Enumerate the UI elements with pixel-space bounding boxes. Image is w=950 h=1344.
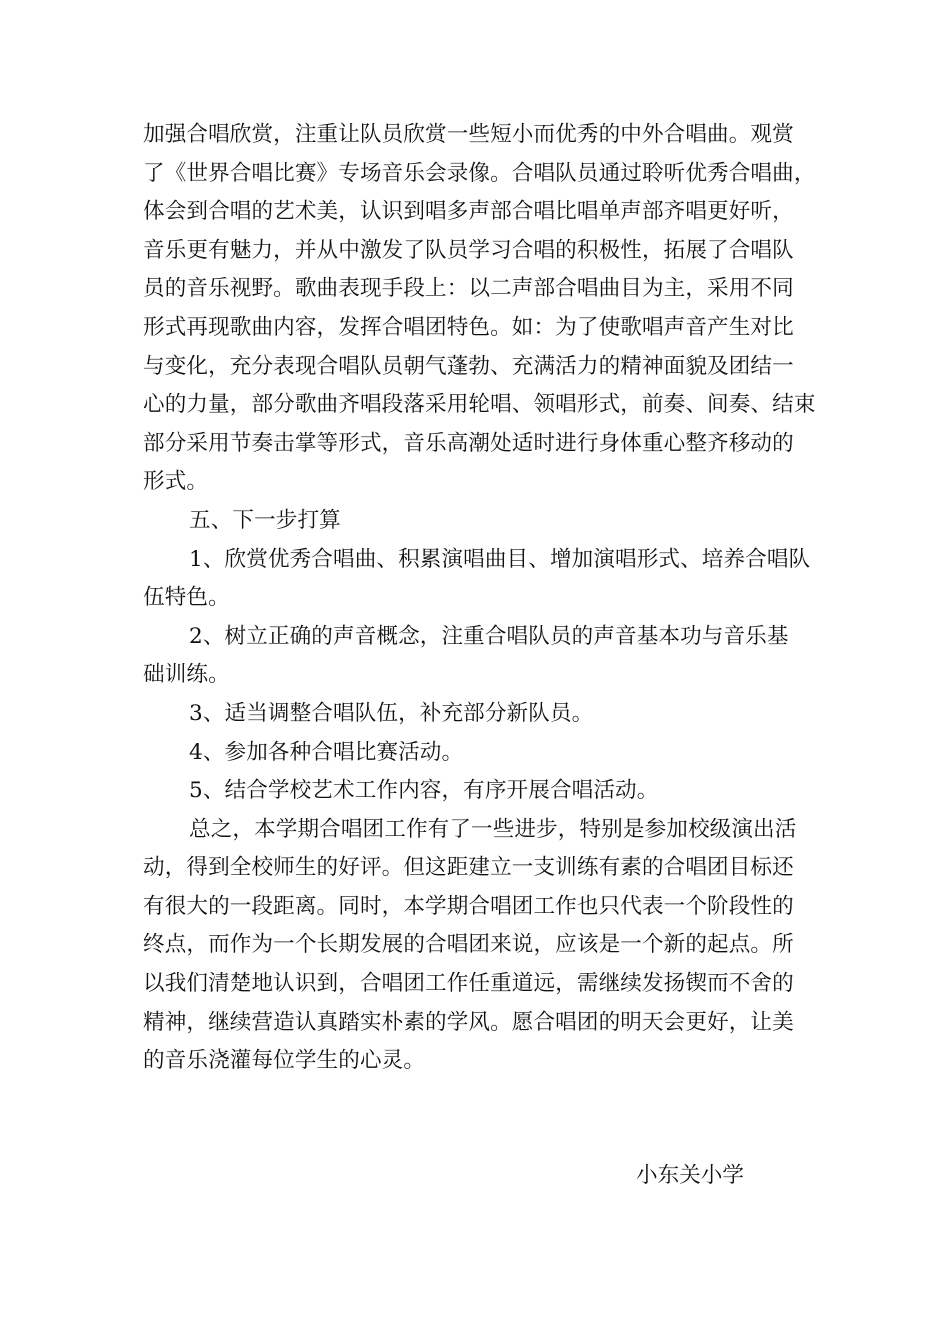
text-line: 础训练。 (143, 662, 230, 688)
text-line: 5、结合学校艺术工作内容，有序开展合唱活动。 (189, 778, 659, 804)
body-text (143, 116, 816, 1081)
text-line: 3、适当调整合唱队伍，补充部分新队员。 (189, 700, 594, 726)
text-line: 有很大的一段距离。同时，本学期合唱团工作也只代表一个阶段性的 (143, 893, 794, 919)
text-line: 加强合唱欣赏，注重让队员欣赏一些短小而优秀的中外合唱曲。观赏 (143, 122, 794, 147)
text-line: 动，得到全校师生的好评。但这距建立一支训练有素的合唱团目标还 (143, 855, 794, 881)
text-line: 心的力量，部分歌曲齐唱段落采用轮唱、领唱形式，前奏、间奏、结束 (143, 392, 816, 418)
text-line: 员的音乐视野。歌曲表现手段上：以二声部合唱曲目为主，采用不同 (143, 276, 794, 302)
text-line: 总之，本学期合唱团工作有了一些进步，特别是参加校级演出活 (189, 816, 797, 842)
text-line: 2、树立正确的声音概念，注重合唱队员的声音基本功与音乐基 (189, 623, 789, 649)
text-line: 了《世界合唱比赛》专场音乐会录像。合唱队员通过聆听优秀合唱曲， (143, 160, 816, 186)
text-line: 4、参加各种合唱比赛活动。 (189, 739, 464, 765)
text-line: 音乐更有魅力，并从中激发了队员学习合唱的积极性，拓展了合唱队 (143, 237, 794, 263)
text-line: 与变化，充分表现合唱队员朝气蓬勃、充满活力的精神面貌及团结一 (143, 353, 794, 379)
text-line: 体会到合唱的艺术美，认识到唱多声部合唱比唱单声部齐唱更好听， (143, 199, 794, 225)
signature: 小东关小学 (636, 1163, 744, 1188)
text-line: 终点，而作为一个长期发展的合唱团来说，应该是一个新的起点。所 (143, 932, 794, 958)
text-line: 1、欣赏优秀合唱曲、积累演唱曲目、增加演唱形式、培养合唱队 (189, 546, 811, 572)
text-line: 以我们清楚地认识到，合唱团工作任重道远，需继续发扬锲而不舍的 (143, 971, 794, 997)
text-line: 形式。 (143, 469, 209, 495)
text-line: 五、下一步打算 (189, 507, 341, 533)
text-line: 精神，继续营造认真踏实朴素的学风。愿合唱团的明天会更好，让美 (143, 1009, 794, 1035)
text-line: 形式再现歌曲内容，发挥合唱团特色。如：为了使歌唱声音产生对比 (143, 314, 794, 340)
text-line: 部分采用节奏击掌等形式，音乐高潮处适时进行身体重心整齐移动的 (143, 430, 794, 456)
text-line: 的音乐浇灌每位学生的心灵。 (143, 1048, 426, 1074)
text-line: 伍特色。 (143, 585, 230, 611)
